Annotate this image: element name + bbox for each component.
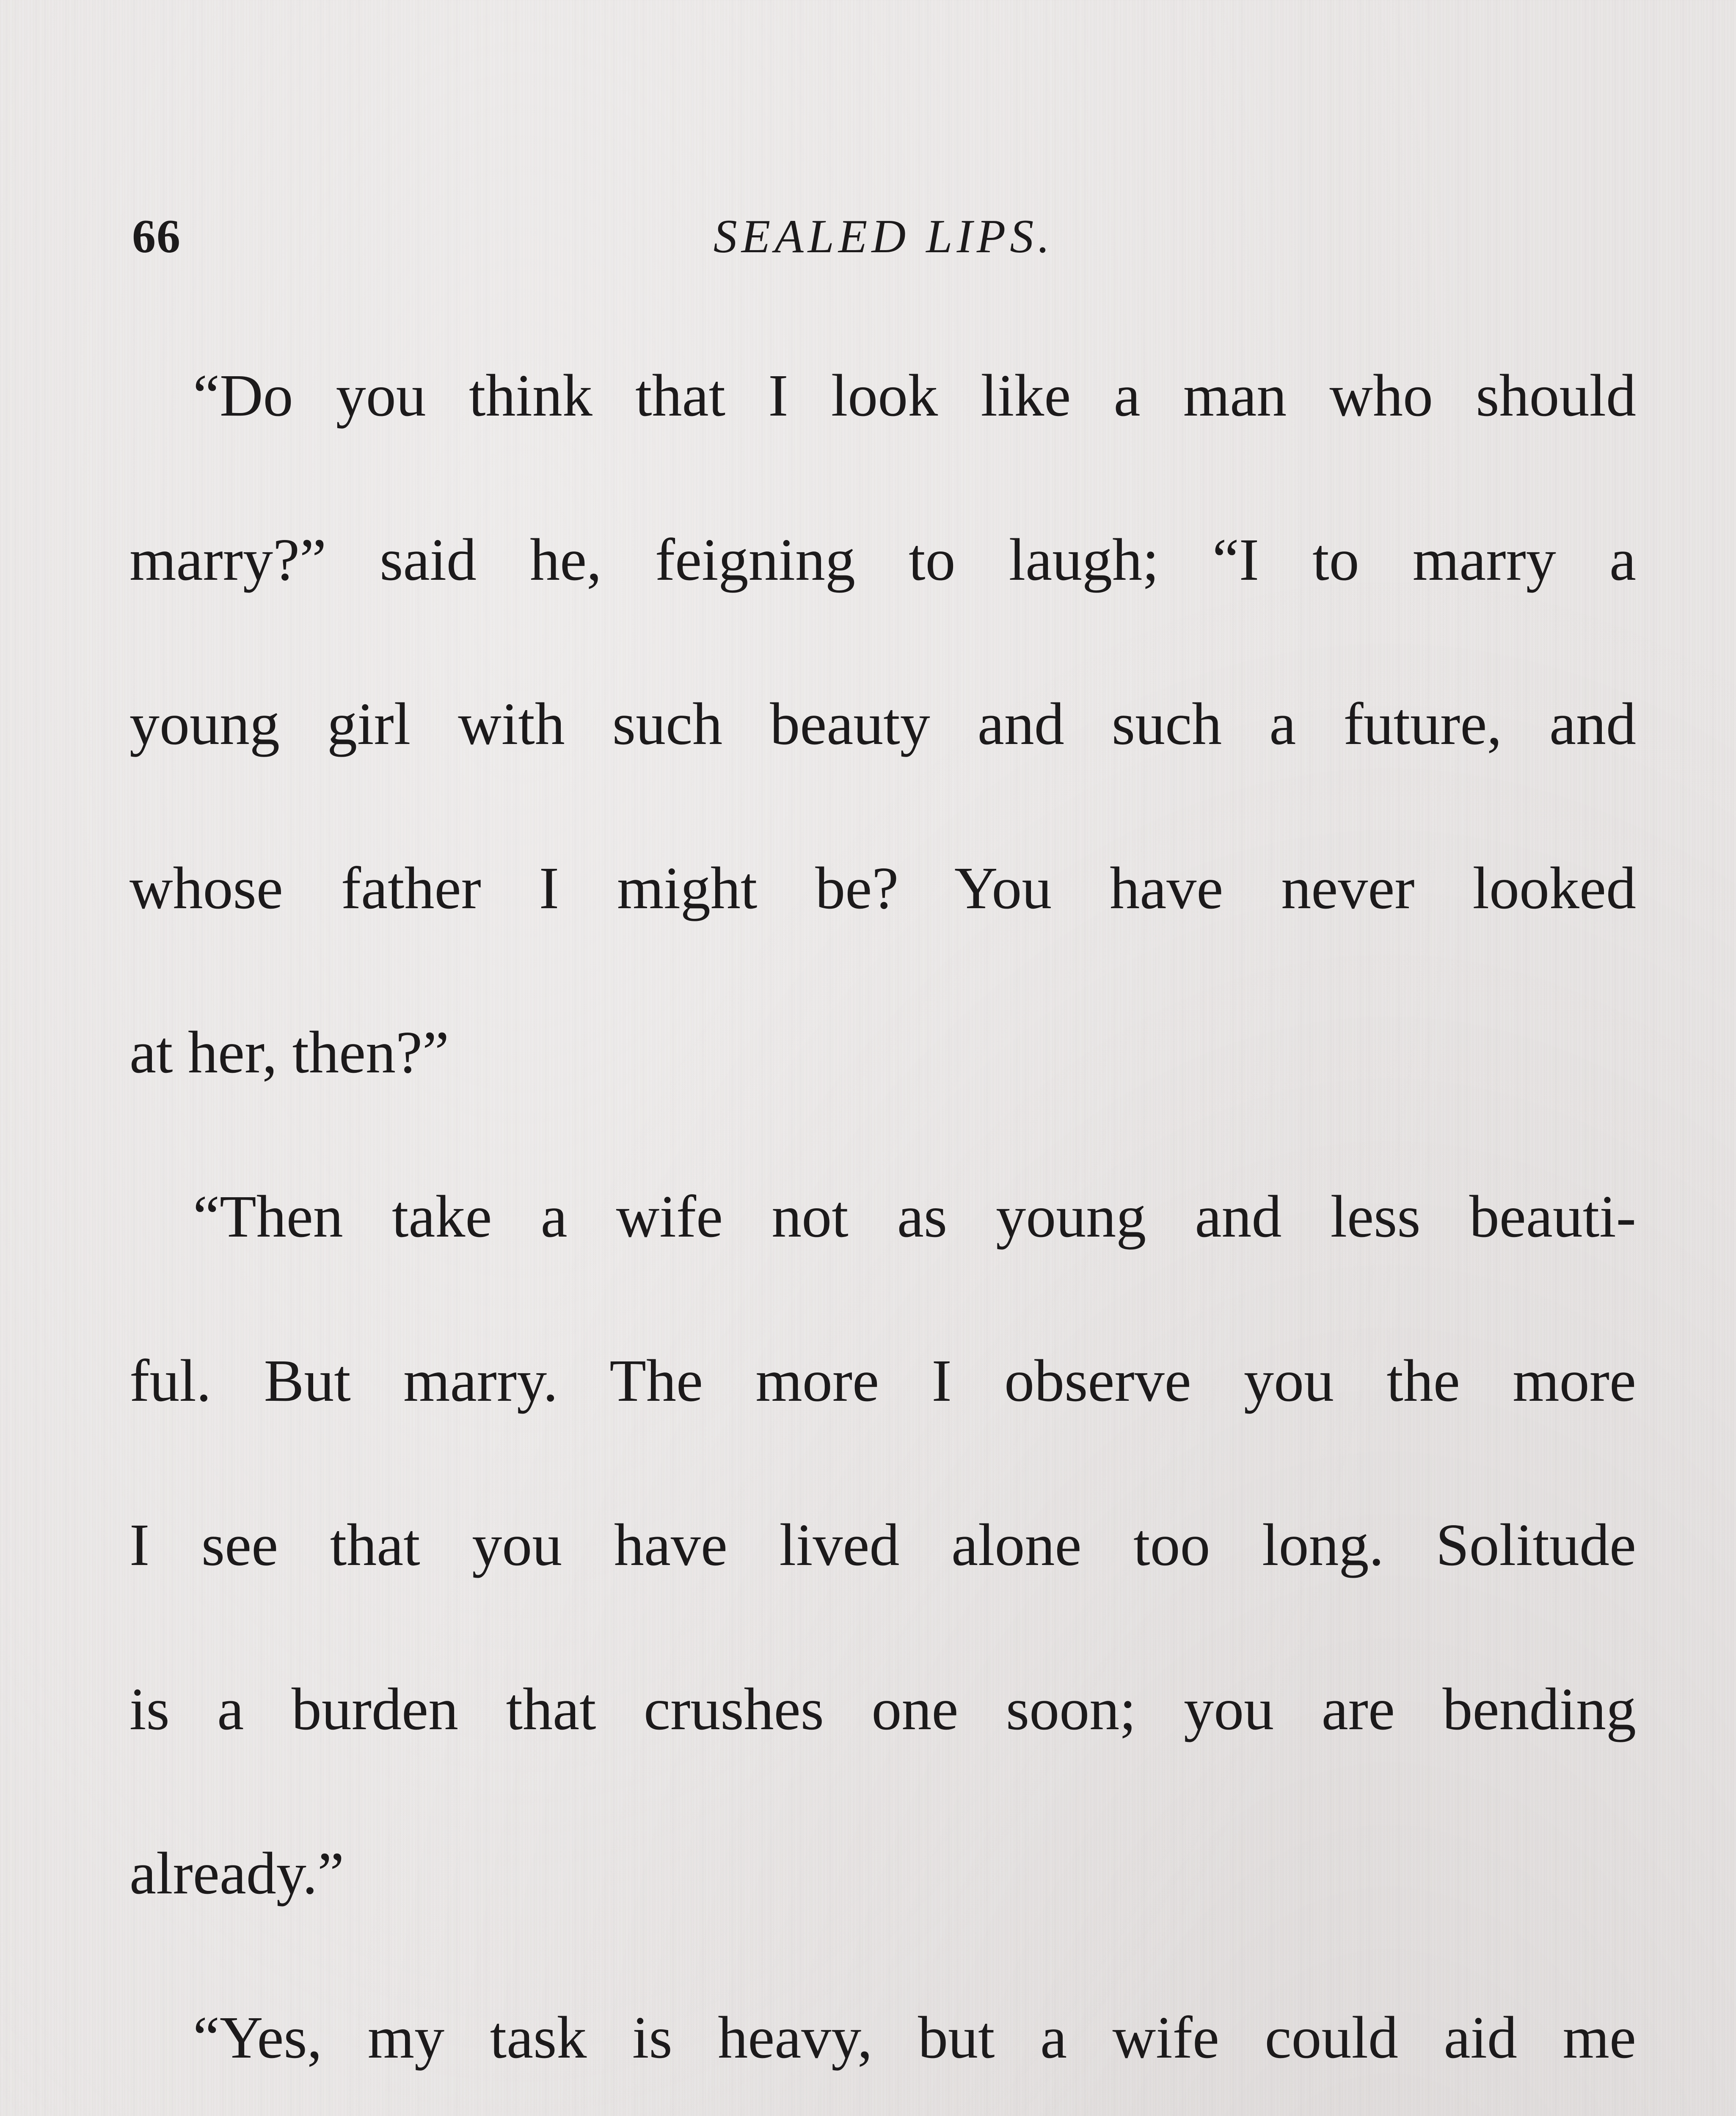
text-line: already.”	[130, 1840, 344, 1907]
paragraph-1	[130, 313, 1636, 1134]
text-line: young girl with such beauty and such a future, and	[130, 690, 1636, 757]
text-line: at her, then?”	[130, 1019, 449, 1086]
text-line: marry?” said he, feigning to laugh; “I to marry a	[130, 526, 1636, 593]
text-line: “Then take a wife not as young and less beauti-	[193, 1183, 1636, 1250]
running-head: SEALED LIPS.	[713, 210, 1054, 263]
body-text	[130, 313, 1636, 2116]
text-line: “Yes, my task is heavy, but a wife could aid me	[193, 2004, 1636, 2071]
page-number: 66	[132, 210, 181, 263]
text-line: is a burden that crushes one soon; you are bending	[130, 1675, 1636, 1742]
page-header	[132, 197, 1635, 281]
paragraph-2	[130, 1134, 1636, 1955]
text-line: whose father I might be? You have never looked	[130, 854, 1636, 921]
paragraph-3	[130, 1955, 1636, 2116]
text-line: “Do you think that I look like a man who should	[193, 362, 1636, 429]
text-line: I see that you have lived alone too long. Solitude	[130, 1511, 1636, 1578]
text-line: ful. But marry. The more I observe you the more	[130, 1347, 1636, 1414]
